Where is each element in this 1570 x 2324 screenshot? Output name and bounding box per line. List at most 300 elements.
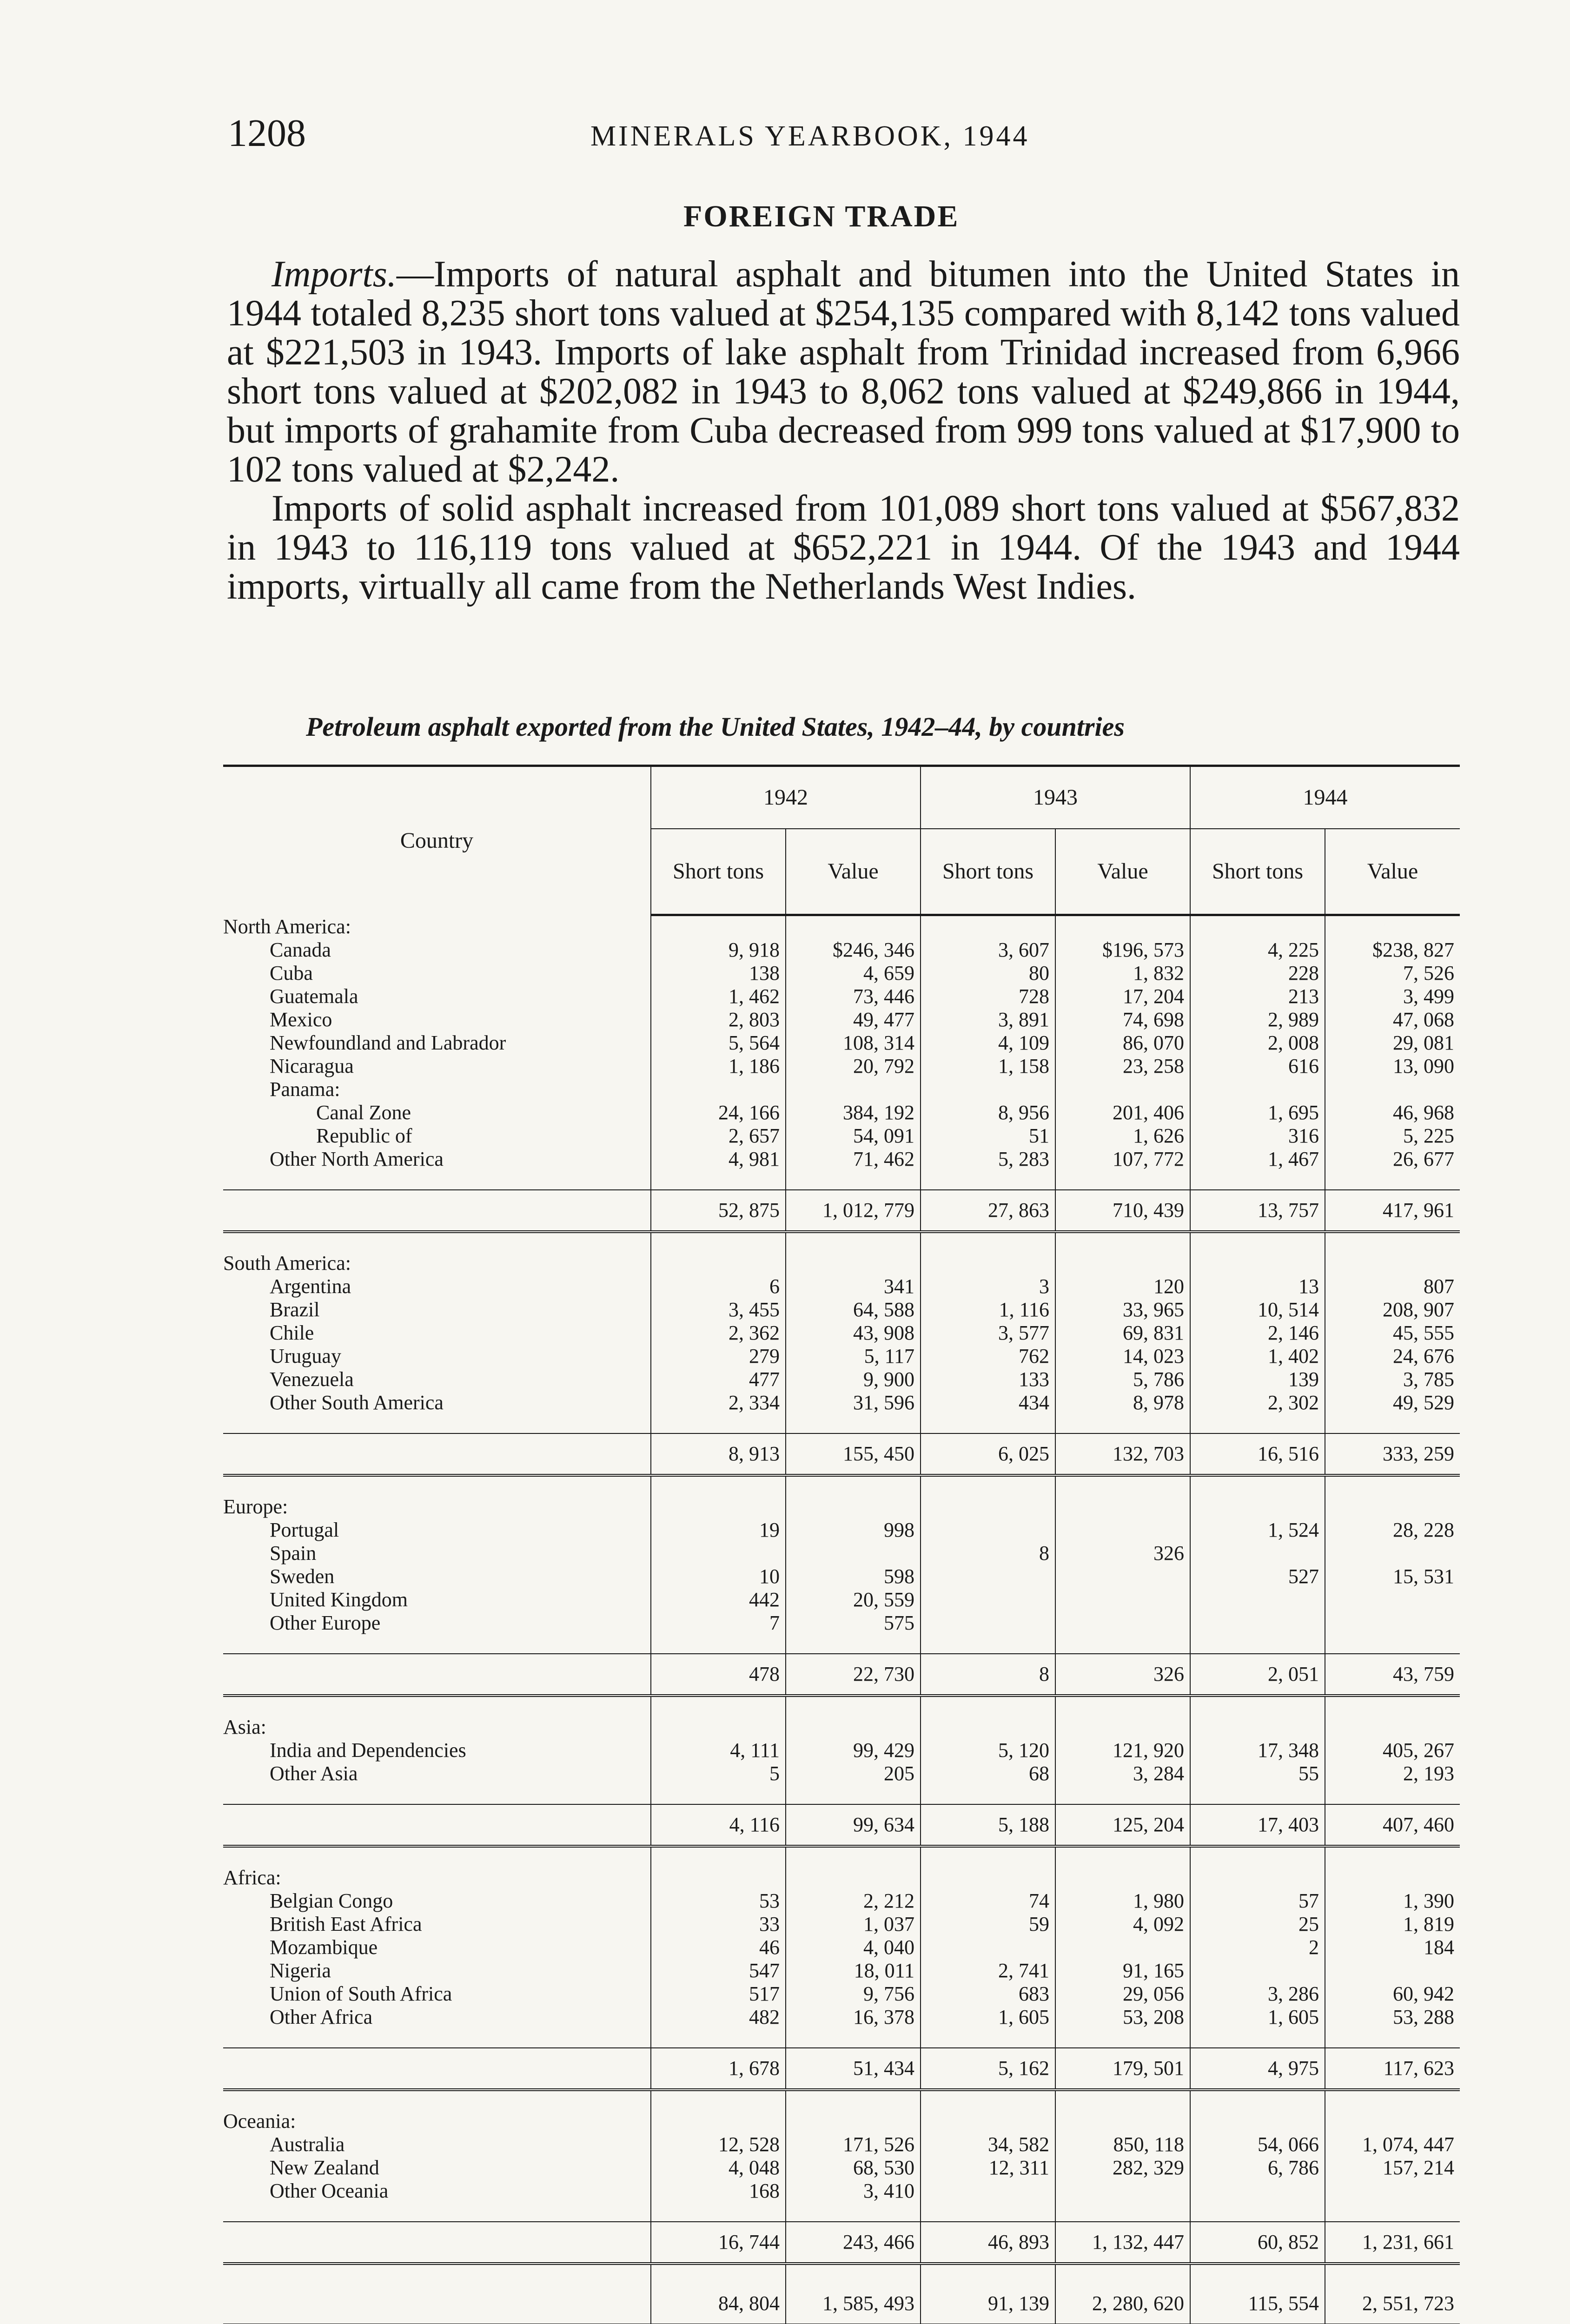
table-row (223, 1542, 1460, 1565)
table-body (223, 915, 1460, 2324)
value-cell: 108, 314 (786, 1031, 921, 1055)
spacer-cell (1190, 1696, 1325, 1716)
short-tons-cell (651, 1078, 786, 1101)
table-row (223, 1055, 1460, 1078)
value-cell: 2, 193 (1325, 1762, 1460, 1785)
spacer-cell (223, 1846, 651, 1866)
value-cell: 326 (1055, 1654, 1190, 1696)
paragraph-imports (227, 255, 1460, 489)
short-tons-cell (921, 1936, 1055, 1959)
country-name: Guatemala (270, 984, 358, 1008)
section-title: FOREIGN TRADE (683, 199, 960, 233)
country-name: Other Europe (270, 1611, 381, 1634)
value-cell (1055, 1519, 1190, 1542)
short-tons-cell: 434 (921, 1391, 1055, 1414)
value-cell (1055, 1716, 1190, 1739)
spacer-cell (651, 1414, 786, 1433)
value-cell: 405, 267 (1325, 1739, 1460, 1762)
value-cell (1325, 1542, 1460, 1565)
spacer-cell (786, 1414, 921, 1433)
short-tons-cell (1190, 2179, 1325, 2203)
spacer-cell (921, 1171, 1055, 1190)
country-name: Belgian Congo (270, 1889, 393, 1912)
value-cell: 53, 288 (1325, 2006, 1460, 2029)
value-cell: 384, 192 (786, 1101, 921, 1124)
value-cell (786, 1078, 921, 1101)
value-cell: 1, 819 (1325, 1913, 1460, 1936)
short-tons-cell: 1, 158 (921, 1055, 1055, 1078)
short-tons-cell: 25 (1190, 1913, 1325, 1936)
country-name: Union of South Africa (270, 1982, 452, 2005)
value-cell: 33, 965 (1055, 1298, 1190, 1321)
spacer-cell (651, 2264, 786, 2284)
value-cell: 282, 329 (1055, 2156, 1190, 2179)
value-cell (1055, 1866, 1190, 1889)
value-cell: 850, 118 (1055, 2133, 1190, 2156)
value-cell: $246, 346 (786, 938, 921, 962)
short-tons-cell: 12, 311 (921, 2156, 1055, 2179)
table-row (223, 1959, 1460, 1982)
short-tons-cell: 59 (921, 1913, 1055, 1936)
short-tons-cell (651, 1252, 786, 1275)
spacer-cell (1325, 2203, 1460, 2222)
value-cell: 1, 585, 493 (786, 2284, 921, 2324)
spacer-cell (921, 1414, 1055, 1433)
value-cell (1325, 1078, 1460, 1101)
short-tons-cell: 6, 025 (921, 1433, 1055, 1475)
spacer-cell (1055, 1171, 1190, 1190)
value-cell: 7, 526 (1325, 962, 1460, 985)
spacer-row (223, 1171, 1460, 1190)
short-tons-cell: 33 (651, 1913, 786, 1936)
table-row (223, 1913, 1460, 1936)
table-row (223, 1982, 1460, 2006)
value-cell: 205 (786, 1762, 921, 1785)
region-row (223, 2110, 1460, 2133)
short-tons-cell: 8, 913 (651, 1433, 786, 1475)
spacer-cell (1055, 1696, 1190, 1716)
spacer-cell (223, 1785, 651, 1804)
short-tons-cell: 5, 283 (921, 1148, 1055, 1171)
spacer-row (223, 1414, 1460, 1433)
value-cell: 3, 785 (1325, 1368, 1460, 1391)
country-name: Australia (270, 2133, 345, 2156)
value-cell (1325, 2179, 1460, 2203)
value-cell: 1, 626 (1055, 1124, 1190, 1148)
spacer-cell (1190, 1414, 1325, 1433)
country-column-header: Country (223, 766, 651, 915)
spacer-row (223, 2203, 1460, 2222)
spacer-cell (1190, 1171, 1325, 1190)
table-row (223, 962, 1460, 985)
short-tons-cell: 139 (1190, 1368, 1325, 1391)
value-cell (786, 1252, 921, 1275)
short-tons-cell: 60, 852 (1190, 2222, 1325, 2264)
short-tons-cell: 547 (651, 1959, 786, 1982)
value-cell: 45, 555 (1325, 1321, 1460, 1345)
table-row (223, 985, 1460, 1008)
short-tons-cell: 53 (651, 1889, 786, 1913)
short-tons-cell: 527 (1190, 1565, 1325, 1588)
short-tons-cell: 1, 186 (651, 1055, 786, 1078)
table-row (223, 1321, 1460, 1345)
short-tons-cell: 1, 402 (1190, 1345, 1325, 1368)
short-tons-cell (921, 1565, 1055, 1588)
value-cell: 29, 081 (1325, 1031, 1460, 1055)
short-tons-cell: 3, 607 (921, 938, 1055, 962)
value-cell (786, 915, 921, 938)
short-tons-cell: 10 (651, 1565, 786, 1588)
value-cell: 69, 831 (1055, 1321, 1190, 1345)
value-cell: 73, 446 (786, 985, 921, 1008)
table-row (223, 1275, 1460, 1298)
year-header-1942: 1942 (651, 766, 921, 829)
short-tons-cell: 10, 514 (1190, 1298, 1325, 1321)
short-tons-cell: 34, 582 (921, 2133, 1055, 2156)
table-row (223, 1124, 1460, 1148)
short-tons-cell: 1, 462 (651, 985, 786, 1008)
spacer-row (223, 1232, 1460, 1252)
short-tons-cell: 2, 989 (1190, 1008, 1325, 1031)
table-row (223, 1762, 1460, 1785)
region-name: South America: (223, 1251, 351, 1274)
short-tons-cell: 517 (651, 1982, 786, 2006)
spacer-cell (921, 1696, 1055, 1716)
short-tons-cell (921, 1588, 1055, 1611)
value-cell: 31, 596 (786, 1391, 921, 1414)
value-cell: 184 (1325, 1936, 1460, 1959)
short-tons-cell: 5, 120 (921, 1739, 1055, 1762)
spacer-row (223, 1785, 1460, 1804)
country-name: Other Asia (270, 1762, 358, 1785)
value-cell: 5, 117 (786, 1345, 921, 1368)
value-cell: 120 (1055, 1275, 1190, 1298)
table-row (223, 1588, 1460, 1611)
spacer-cell (1325, 1846, 1460, 1866)
region-row (223, 1252, 1460, 1275)
table-row (223, 2006, 1460, 2029)
short-tons-cell: 4, 109 (921, 1031, 1055, 1055)
spacer-cell (921, 1785, 1055, 1804)
value-cell: 43, 759 (1325, 1654, 1460, 1696)
region-name: Asia: (223, 1715, 266, 1738)
spacer-cell (921, 2090, 1055, 2110)
value-cell: 333, 259 (1325, 1433, 1460, 1475)
short-tons-cell: 6 (651, 1275, 786, 1298)
short-tons-cell: 477 (651, 1368, 786, 1391)
value-cell: 20, 559 (786, 1588, 921, 1611)
short-tons-cell: 228 (1190, 962, 1325, 985)
short-tons-cell (921, 1519, 1055, 1542)
value-cell (1325, 1495, 1460, 1519)
short-tons-cell (651, 1542, 786, 1565)
value-cell: 417, 961 (1325, 1190, 1460, 1232)
short-tons-cell: 2, 334 (651, 1391, 786, 1414)
short-tons-cell: 13, 757 (1190, 1190, 1325, 1232)
spacer-cell (1325, 2264, 1460, 2284)
value-cell: 47, 068 (1325, 1008, 1460, 1031)
short-tons-cell: 3, 577 (921, 1321, 1055, 1345)
short-tons-cell: 17, 348 (1190, 1739, 1325, 1762)
value-cell: 157, 214 (1325, 2156, 1460, 2179)
value-cell: 9, 900 (786, 1368, 921, 1391)
short-tons-cell: 13 (1190, 1275, 1325, 1298)
value-cell: 64, 588 (786, 1298, 921, 1321)
short-tons-cell: 24, 166 (651, 1101, 786, 1124)
spacer-cell (651, 2090, 786, 2110)
spacer-cell (223, 1171, 651, 1190)
table-caption: Petroleum asphalt exported from the United States, 1942–44, by countries (306, 712, 1125, 742)
spacer-cell (786, 1635, 921, 1654)
value-cell: 8, 978 (1055, 1391, 1190, 1414)
value-cell: 4, 092 (1055, 1913, 1190, 1936)
table-row (223, 1148, 1460, 1171)
short-tons-cell: 1, 116 (921, 1298, 1055, 1321)
spacer-cell (1055, 2090, 1190, 2110)
running-head (228, 111, 1464, 155)
value-cell: 3, 499 (1325, 985, 1460, 1008)
short-tons-cell: 2, 741 (921, 1959, 1055, 1982)
value-cell: 1, 832 (1055, 962, 1190, 985)
value-cell: 5, 225 (1325, 1124, 1460, 1148)
subtotal-row (223, 1804, 1460, 1846)
spacer-cell (1055, 1414, 1190, 1433)
country-name: Other North America (270, 1147, 444, 1170)
spacer-cell (921, 1232, 1055, 1252)
subtotal-row (223, 2222, 1460, 2264)
value-cell: 86, 070 (1055, 1031, 1190, 1055)
spacer-cell (786, 2203, 921, 2222)
spacer-cell (651, 1475, 786, 1495)
short-tons-header: Short tons (1190, 829, 1325, 915)
value-cell (1055, 1565, 1190, 1588)
table-row (223, 1391, 1460, 1414)
spacer-cell (921, 1635, 1055, 1654)
spacer-cell (651, 1635, 786, 1654)
short-tons-cell: 55 (1190, 1762, 1325, 1785)
table-row (223, 1739, 1460, 1762)
region-row (223, 1866, 1460, 1889)
short-tons-cell: 7 (651, 1611, 786, 1635)
spacer-cell (1325, 2090, 1460, 2110)
short-tons-cell: 80 (921, 962, 1055, 985)
value-cell: 68, 530 (786, 2156, 921, 2179)
year-header-1943: 1943 (921, 766, 1190, 829)
short-tons-cell: 27, 863 (921, 1190, 1055, 1232)
short-tons-cell: 115, 554 (1190, 2284, 1325, 2324)
short-tons-cell: 2 (1190, 1936, 1325, 1959)
value-cell: 22, 730 (786, 1654, 921, 1696)
short-tons-cell: 2, 302 (1190, 1391, 1325, 1414)
short-tons-cell (921, 2110, 1055, 2133)
short-tons-cell: 279 (651, 1345, 786, 1368)
value-cell: 125, 204 (1055, 1804, 1190, 1846)
short-tons-cell (1190, 1078, 1325, 1101)
spacer-cell (1190, 1475, 1325, 1495)
short-tons-cell: 3, 455 (651, 1298, 786, 1321)
short-tons-header: Short tons (651, 829, 786, 915)
value-cell (1055, 1588, 1190, 1611)
short-tons-cell: 5, 188 (921, 1804, 1055, 1846)
spacer-cell (1055, 1785, 1190, 1804)
spacer-cell (223, 1635, 651, 1654)
country-name (223, 1190, 651, 1232)
value-cell: 1, 074, 447 (1325, 2133, 1460, 2156)
value-cell: 1, 132, 447 (1055, 2222, 1190, 2264)
spacer-cell (1325, 1414, 1460, 1433)
short-tons-cell (921, 1716, 1055, 1739)
spacer-cell (1190, 2264, 1325, 2284)
country-name: Argentina (270, 1274, 351, 1298)
spacer-cell (1190, 1785, 1325, 1804)
value-cell: 54, 091 (786, 1124, 921, 1148)
short-tons-cell (1190, 1495, 1325, 1519)
short-tons-cell: 46, 893 (921, 2222, 1055, 2264)
short-tons-cell: 54, 066 (1190, 2133, 1325, 2156)
short-tons-cell: 16, 744 (651, 2222, 786, 2264)
short-tons-cell: 4, 048 (651, 2156, 786, 2179)
short-tons-cell: 1, 605 (921, 2006, 1055, 2029)
value-cell: 91, 165 (1055, 1959, 1190, 1982)
short-tons-cell: 4, 225 (1190, 938, 1325, 962)
table-row (223, 1565, 1460, 1588)
short-tons-cell: 168 (651, 2179, 786, 2203)
table-row (223, 1519, 1460, 1542)
spacer-cell (921, 1846, 1055, 1866)
value-cell: 1, 980 (1055, 1889, 1190, 1913)
short-tons-cell: 138 (651, 962, 786, 985)
value-cell: 171, 526 (786, 2133, 921, 2156)
spacer-cell (223, 1475, 651, 1495)
table-row (223, 1368, 1460, 1391)
value-header: Value (1055, 829, 1190, 915)
value-cell: 117, 623 (1325, 2048, 1460, 2090)
short-tons-cell (1190, 1866, 1325, 1889)
short-tons-cell (921, 1866, 1055, 1889)
journal-title: MINERALS YEARBOOK, 1944 (590, 120, 1030, 152)
value-cell: 4, 040 (786, 1936, 921, 1959)
value-cell (1325, 1611, 1460, 1635)
short-tons-cell: 3, 286 (1190, 1982, 1325, 2006)
value-cell: 15, 531 (1325, 1565, 1460, 1588)
short-tons-cell (1190, 1959, 1325, 1982)
subtotal-row (223, 1433, 1460, 1475)
body-text (227, 255, 1460, 606)
short-tons-cell (921, 915, 1055, 938)
value-cell: 1, 231, 661 (1325, 2222, 1460, 2264)
country-name: Brazil (270, 1298, 320, 1321)
spacer-cell (921, 1475, 1055, 1495)
short-tons-cell: 4, 981 (651, 1148, 786, 1171)
short-tons-cell: 316 (1190, 1124, 1325, 1148)
country-name: Cuba (270, 961, 313, 984)
spacer-cell (786, 2090, 921, 2110)
paragraph-lead: Imports. (272, 254, 397, 295)
short-tons-cell: 5 (651, 1762, 786, 1785)
region-name: Oceania: (223, 2109, 296, 2133)
table-row (223, 1008, 1460, 1031)
value-cell: 16, 378 (786, 2006, 921, 2029)
short-tons-cell: 213 (1190, 985, 1325, 1008)
spacer-row (223, 1635, 1460, 1654)
value-cell (1325, 1866, 1460, 1889)
short-tons-cell: 1, 524 (1190, 1519, 1325, 1542)
short-tons-cell: 51 (921, 1124, 1055, 1148)
value-cell: 28, 228 (1325, 1519, 1460, 1542)
subtotal-row (223, 1654, 1460, 1696)
paragraph-text: —Imports of natural asphalt and bitumen into the United States in 1944 totaled 8,235 short tons valued at $254,135 compared with 8,142 tons valued at $221,503 in 1943. Imports of lake asphalt from Trinidad increased from 6,966 short tons valued at $202,082 in 1943 to 8,062 tons valued at $249,866 in 1944, but imports of grahamite from Cuba decreased from 999 tons valued at $17,900 to 102 tons valued at $2,242. (227, 254, 1460, 490)
spacer-cell (223, 1414, 651, 1433)
value-cell: 53, 208 (1055, 2006, 1190, 2029)
spacer-cell (223, 2090, 651, 2110)
spacer-row (223, 1846, 1460, 1866)
country-name: Mexico (270, 1008, 332, 1031)
short-tons-cell: 52, 875 (651, 1190, 786, 1232)
value-cell: 23, 258 (1055, 1055, 1190, 1078)
country-name: Other Oceania (270, 2179, 389, 2202)
short-tons-cell: 1, 605 (1190, 2006, 1325, 2029)
value-cell: 13, 090 (1325, 1055, 1460, 1078)
country-name (223, 2284, 651, 2324)
value-cell: 3, 284 (1055, 1762, 1190, 1785)
value-cell: 1, 390 (1325, 1889, 1460, 1913)
table-row (223, 2179, 1460, 2203)
value-cell: 24, 676 (1325, 1345, 1460, 1368)
spacer-cell (223, 2203, 651, 2222)
subtotal-row (223, 1190, 1460, 1232)
value-cell: 155, 450 (786, 1433, 921, 1475)
spacer-cell (1190, 2090, 1325, 2110)
country-name: Other South America (270, 1391, 444, 1414)
country-name: British East Africa (270, 1912, 422, 1935)
short-tons-header: Short tons (921, 829, 1055, 915)
short-tons-cell (1190, 915, 1325, 938)
value-cell: 43, 908 (786, 1321, 921, 1345)
value-cell (1325, 1252, 1460, 1275)
short-tons-cell: 482 (651, 2006, 786, 2029)
value-cell: 60, 942 (1325, 1982, 1460, 2006)
spacer-cell (651, 2203, 786, 2222)
short-tons-cell: 5, 564 (651, 1031, 786, 1055)
value-cell: 326 (1055, 1542, 1190, 1565)
region-name: North America: (223, 915, 351, 938)
value-cell (1055, 2110, 1190, 2133)
value-cell (1055, 1078, 1190, 1101)
value-cell (1325, 1716, 1460, 1739)
spacer-cell (1325, 1475, 1460, 1495)
short-tons-cell (1190, 1611, 1325, 1635)
value-cell (1055, 1936, 1190, 1959)
spacer-cell (1325, 1232, 1460, 1252)
spacer-cell (1055, 1846, 1190, 1866)
spacer-cell (921, 2264, 1055, 2284)
short-tons-cell: 1, 695 (1190, 1101, 1325, 1124)
value-cell (1325, 2110, 1460, 2133)
value-cell: 20, 792 (786, 1055, 921, 1078)
year-header-1944: 1944 (1190, 766, 1460, 829)
spacer-cell (651, 2029, 786, 2048)
spacer-cell (1190, 2203, 1325, 2222)
value-cell: 9, 756 (786, 1982, 921, 2006)
short-tons-cell: 3, 891 (921, 1008, 1055, 1031)
value-cell: 17, 204 (1055, 985, 1190, 1008)
table-row (223, 1031, 1460, 1055)
value-cell: 208, 907 (1325, 1298, 1460, 1321)
subtotal-row (223, 2048, 1460, 2090)
country-name (223, 2222, 651, 2264)
value-cell: 341 (786, 1275, 921, 1298)
spacer-cell (1055, 2203, 1190, 2222)
